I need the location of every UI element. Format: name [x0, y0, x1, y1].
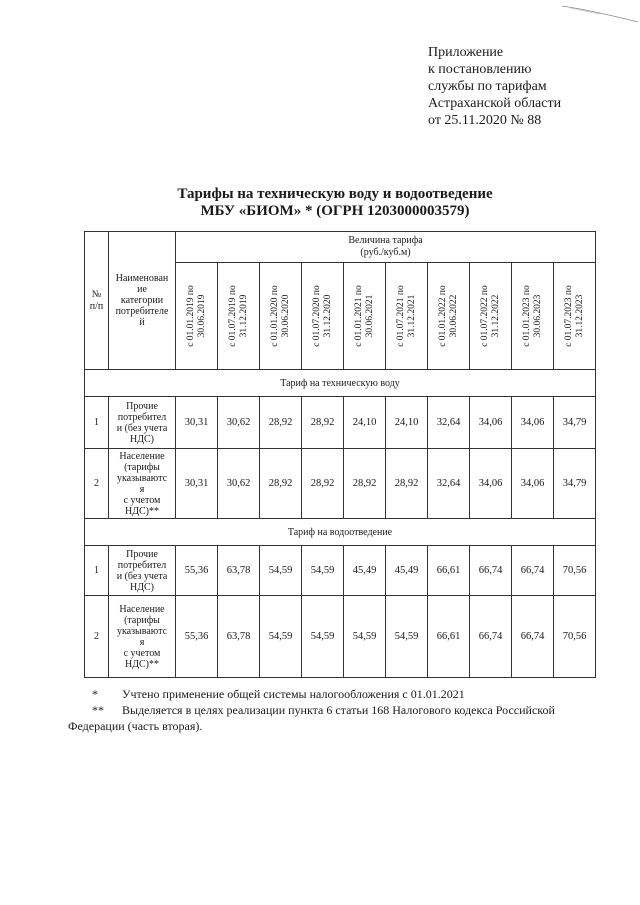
table-row [85, 449, 596, 519]
tariff-value: 66,61 [428, 596, 470, 678]
row-number: 2 [85, 596, 109, 678]
tariff-value: 24,10 [386, 397, 428, 449]
footnote [92, 702, 622, 718]
tariff-value: 32,64 [428, 449, 470, 519]
row-category: Население (тарифы указываютс я с учетом НДС)** [109, 449, 176, 519]
table-row [85, 397, 596, 449]
tariff-value: 54,59 [302, 546, 344, 596]
tariff-value: 30,31 [176, 397, 218, 449]
tariff-value: 30,62 [218, 449, 260, 519]
period-header [470, 263, 512, 370]
period-header [176, 263, 218, 370]
period-header [428, 263, 470, 370]
tariff-value: 28,92 [302, 449, 344, 519]
period-header [302, 263, 344, 370]
pen-stroke-mark [560, 4, 640, 24]
period-label: с 01.07.2019 по 31.12.2019 [227, 285, 249, 347]
column-header-tariff: Величина тарифа (руб./куб.м) [176, 232, 596, 263]
footnote-mark: * [92, 687, 98, 701]
column-header-number: № п/п [85, 232, 109, 370]
row-category: Прочие потребител и (без учета НДС) [109, 546, 176, 596]
footnote-text: Учтено применение общей системы налогообложения с 01.01.2021 [122, 687, 465, 701]
period-header [386, 263, 428, 370]
period-label: с 01.07.2020 по 31.12.2020 [311, 285, 333, 347]
title-line-1: Тарифы на техническую воду и водоотведение [177, 186, 493, 202]
tariff-value: 66,61 [428, 546, 470, 596]
period-header [344, 263, 386, 370]
tariff-value: 34,06 [470, 397, 512, 449]
tariff-value: 34,79 [554, 449, 596, 519]
tariff-value: 55,36 [176, 596, 218, 678]
period-header [554, 263, 596, 370]
tariff-value: 54,59 [344, 596, 386, 678]
period-label: с 01.01.2021 по 30.06.2021 [353, 285, 375, 347]
tariff-value: 63,78 [218, 596, 260, 678]
tariff-value: 54,59 [302, 596, 344, 678]
tariff-value: 28,92 [260, 397, 302, 449]
tariff-value: 34,79 [554, 397, 596, 449]
tariff-value: 66,74 [512, 546, 554, 596]
tariff-value: 63,78 [218, 546, 260, 596]
period-label: с 01.01.2019 по 30.06.2019 [185, 285, 207, 347]
table-row [85, 596, 596, 678]
tariff-value: 70,56 [554, 596, 596, 678]
header-line: службы по тарифам [428, 79, 547, 94]
tariff-value: 28,92 [302, 397, 344, 449]
tariff-value: 28,92 [260, 449, 302, 519]
tariff-value: 45,49 [344, 546, 386, 596]
section-header-row [85, 370, 596, 397]
tariff-value: 66,74 [470, 546, 512, 596]
header-line: от 25.11.2020 № 88 [428, 113, 542, 128]
period-label: с 01.01.2022 по 30.06.2022 [437, 285, 459, 347]
section-header-row [85, 519, 596, 546]
section-title: Тариф на водоотведение [85, 519, 596, 546]
tariff-table [84, 231, 596, 678]
footnote-mark: ** [92, 703, 104, 717]
tariff-value: 54,59 [260, 596, 302, 678]
approval-header [428, 44, 628, 129]
tariff-value: 66,74 [512, 596, 554, 678]
footnotes [68, 686, 622, 734]
tariff-value: 28,92 [344, 449, 386, 519]
period-header [512, 263, 554, 370]
section-title: Тариф на техническую воду [85, 370, 596, 397]
period-header [218, 263, 260, 370]
title-line-2: МБУ «БИОМ» * (ОГРН 1203000003579) [200, 203, 470, 219]
row-number: 1 [85, 546, 109, 596]
period-label: с 01.07.2022 по 31.12.2022 [479, 285, 501, 347]
period-label: с 01.07.2023 по 31.12.2023 [563, 285, 585, 347]
row-number: 1 [85, 397, 109, 449]
period-label: с 01.07.2021 по 31.12.2021 [395, 285, 417, 347]
period-label: с 01.01.2020 по 30.06.2020 [269, 285, 291, 347]
tariff-value: 34,06 [470, 449, 512, 519]
footnote-text: Выделяется в целях реализации пункта 6 статьи 168 Налогового кодекса Российской [122, 703, 555, 717]
column-header-category: Наименован ие категории потребителе й [109, 232, 176, 370]
period-label: с 01.01.2023 по 30.06.2023 [521, 285, 543, 347]
row-category: Прочие потребител и (без учета НДС) [109, 397, 176, 449]
tariff-value: 28,92 [386, 449, 428, 519]
period-header [260, 263, 302, 370]
document-title [0, 186, 640, 220]
header-line: к постановлению [428, 62, 532, 77]
tariff-value: 55,36 [176, 546, 218, 596]
row-category: Население (тарифы указываютс я с учетом НДС)** [109, 596, 176, 678]
header-line: Приложение [428, 45, 504, 60]
tariff-value: 32,64 [428, 397, 470, 449]
table-row [85, 546, 596, 596]
tariff-value: 34,06 [512, 397, 554, 449]
tariff-value: 54,59 [386, 596, 428, 678]
row-number: 2 [85, 449, 109, 519]
footnote [92, 686, 622, 702]
header-line: Астраханской области [428, 96, 562, 111]
tariff-value: 30,62 [218, 397, 260, 449]
tariff-value: 66,74 [470, 596, 512, 678]
tariff-value: 70,56 [554, 546, 596, 596]
footnote-continuation: Федерации (часть вторая). [68, 719, 203, 733]
tariff-value: 54,59 [260, 546, 302, 596]
tariff-value: 30,31 [176, 449, 218, 519]
tariff-value: 24,10 [344, 397, 386, 449]
tariff-value: 45,49 [386, 546, 428, 596]
tariff-value: 34,06 [512, 449, 554, 519]
